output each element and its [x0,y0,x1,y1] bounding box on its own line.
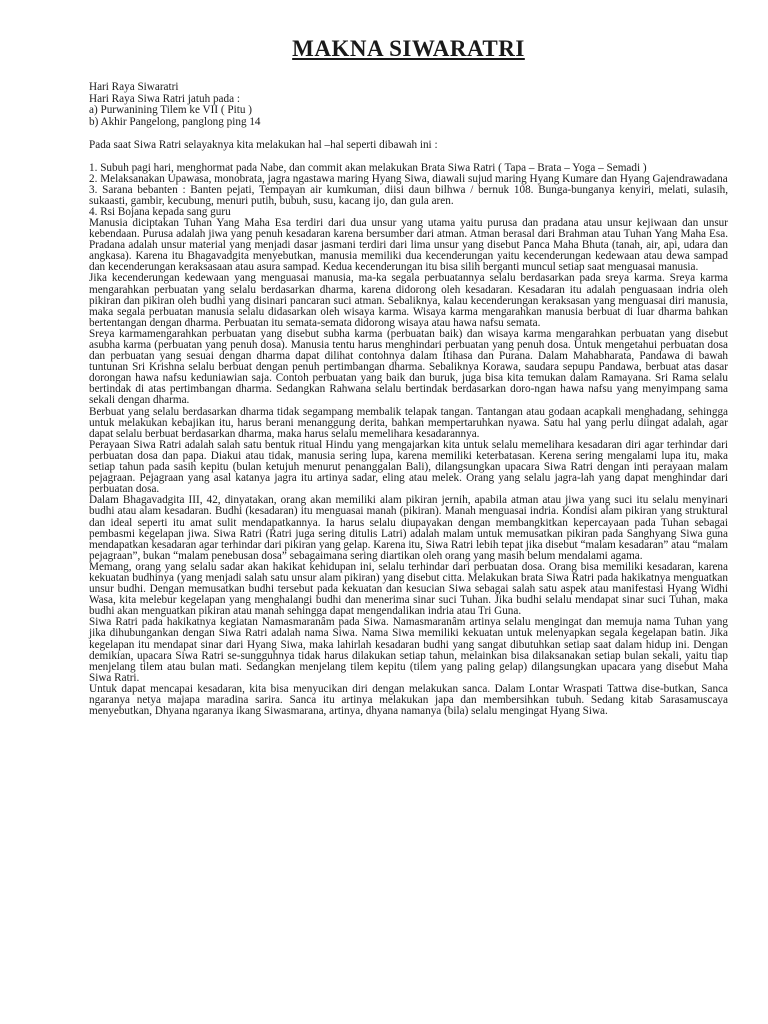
lead-sentence: Pada saat Siwa Ratri selayaknya kita melakukan hal –hal seperti dibawah ini : [89,138,438,151]
body-paragraph: Untuk dapat mencapai kesadaran, kita bisa menyucikan diri dengan melakukan sanca. Dalam Lontar Wraspati Tattwa dise-butkan, Sanca ngaranya netya majapa maradina sarira. Sanca itu artinya melakukan japa dan membersihkan tubuh. Sedang kitab Sarasamuscaya menyebutkan, Dhyana ngaranya ikang Siwasmarana, artinya, dhyana namanya (bila) selalu mengingat Hyang Siwa. [89,682,728,718]
body-paragraph: Berbuat yang selalu berdasarkan dharma tidak segampang membalik telapak tangan. Tantangan atau godaan acapkali menghadang, sehingga untuk melakukan kebajikan itu, harus berani menanggung derita, bahkan mempertaruhkan nyawa. Satu hal yang perlu diingat adalah, agar dapat selalu berbuat berdasarkan dharma, maka harus selalu memelihara kesadarannya. [89,405,728,440]
body-paragraph: Sreya karmamengarahkan perbuatan yang disebut subha karma (perbuatan baik) dan wisaya karma mengarahkan perbuatan yang disebut asubha karma (perbuatan yang penuh dosa). Manusia tentu harus menghindari perbuatan yang penuh dosa. Untuk mengetahui perbuatan dosa dan perbuatan yang sesuai dengan dharma dapat dilihat contohnya dalam Itihasa dan Purana. Dalam Mahabharata, Pandawa di bawah tuntunan Sri Krishna selalu berbuat dengan penuh pertimbangan dharma. Sebaliknya Korawa, saudara sepupu Pandawa, berbuat atas dasar dorongan hawa nafsu keduniawian saja. Contoh perbuatan yang baik dan buruk, juga bisa kita temukan dalam Ramayana. Sri Rama selalu bertindak di atas pertimbangan dharma. Sedangkan Rahwana selalu bertindak berdasarkan doro-ngan hawa nafsu yang menyimpang sama sekali dengan dharma. [89,327,728,407]
document-title: MAKNA SIWARATRI [292,36,525,61]
body-paragraph: Siwa Ratri pada hakikatnya kegiatan Namasmaranâm pada Siwa. Namasmaranâm artinya selalu mengingat dan memuja nama Tuhan yang jika dihubungankan dengan Siwa Ratri adalah nama Siwa. Nama Siwa memiliki kekuatan untuk melenyapkan segala kegelapan batin. Jika kegelapan itu mendapat sinar dari Hyang Siwa, maka lahirlah kesadaran budhi yang sangat dibutuhkan setiap saat dalam hidup ini. Dengan demikian, upacara Siwa Ratri se-sungguhnya tidak harus dilakukan setiap tahun, melainkan bisa dilaksanakan setiap bulan sekali, yaitu tiap menjelang tilem atau bulan mati. Sedangkan menjelang tilem kepitu (tilem yang paling gelap) dilangsungkan upacara yang disebut Maha Siwa Ratri. [89,616,728,684]
list-item-4: 4. Rsi Bojana kepada sang guru [89,205,231,218]
spacer [89,128,728,140]
spacer [89,151,728,163]
intro-line: Hari Raya Siwaratri [89,81,179,93]
intro-line: b) Akhir Pangelong, panglong ping 14 [89,115,261,128]
intro-line: a) Purwanining Tilem ke VII ( Pitu ) [89,104,252,116]
body-paragraph: Memang, orang yang selalu sadar akan hakikat kehidupan ini, selalu terhindar dari perbuatan dosa. Orang bisa memiliki kesadaran, karena kekuatan budhinya (yang menjadi salah satu unsur alam pikiran) yang disebut citta. Melakukan brata Siwa Ratri pada hakikatnya menguatkan unsur budhi. Dengan memusatkan budhi tersebut pada kekuatan dan kesucian Siwa sebagai salah satu aspek atau manifestasi Hyang Widhi Wasa, kita melebur kegelapan yang menghalangi budhi dan menerima sinar suci Tuhan. Jika budhi selalu mendapat sinar suci Tuhan, maka budhi akan menguatkan pikiran atau manah sehingga dapat mengendalikan indria atau Tri Guna. [89,560,728,618]
list-item-2: 2. Melaksanakan Upawasa, monobrata, jagra ngastawa maring Hyang Siwa, diawali sujud maring Hyang Kumare dan Hyang Gajendrawadana [89,172,728,185]
body-paragraph: Jika kecenderungan kedewaan yang menguasai manusia, ma-ka segala perbuatannya selalu berdasarkan pada sreya karma. Sreya karma mengarahkan perbuatan yang selalu berdasarkan dharma, karena didorong oleh kesadaran. Kesadaran itu adalah penguasaan indria oleh pikiran dan pikiran oleh budhi yang disinari pancaran suci atman. Sebaliknya, kalau kecenderungan keraksasan yang menguasai diri manusia, maka segala perbuatan manusia selalu didasarkan oleh wisaya karma. Wisaya karma mengarahkan manusia berbuat di luar dharma bahkan bertentangan dengan dharma. Perbuatan itu semata-semata didorong wisaya atau hawa nafsu semata. [89,272,728,329]
list-item-3: 3. Sarana bebanten : Banten pejati, Tempayan air kumkuman, diisi daun bilhwa / bernuk 108. Bunga-bunganya kenyiri, melati, sulasih, sukaasti, gambir, kecubung, menuri putih, bubuh, susu, kacang ijo, dan gula aren. [89,183,728,207]
body-paragraph: Dalam Bhagavadgita III, 42, dinyatakan, orang akan memiliki alam pikiran jernih, apabila atman atau jiwa yang suci itu selalu menyinari budhi atau alam kesadaran. Budhi (kesadaran) itu menguasai manah (pikiran). Manah menguasai indria. Kondisi alam pikiran yang struktural dan ideal seperti itu amat sulit mendapatkannya. Ia harus selalu diupayakan dengan membangkitkan kepercayaan pada Tuhan sebagai pembasmi kegelapan jiwa. Siwa Ratri (Ratri juga sering ditulis Latri) adalah malam untuk memusatkan pikiran pada Sanghyang Siwa guna mendapatkan kesadaran agar terhindar dari pikiran yang gelap. Karena itu, Siwa Ratri lebih tepat jika disebut “malam kesadaran” atau “malam pejagraan”, bukan “malam penebusan dosa” sebagaimana sering diartikan oleh orang yang masih belum mendalami agama. [89,494,728,562]
list-item-1: 1. Subuh pagi hari, menghormat pada Nabe, dan commit akan melakukan Brata Siwa Ratri ( Tapa – Brata – Yoga – Semadi ) [89,161,647,174]
body-paragraph: Perayaan Siwa Ratri adalah salah satu bentuk ritual Hindu yang mengajarkan kita untuk selalu memelihara kesadaran diri agar terhindar dari perbuatan dosa dan papa. Diakui atau tidak, manusia sering lupa, karena memiliki keterbatasan. Kerena sering mengalami lupa itu, maka setiap tahun pada sasih kepitu (bulan ketujuh menurut penanggalan Bali), dilangsungkan upacara Siwa Ratri dengan inti perayaan malam pejagraan. Pejagraan yang asal katanya jagra itu artinya sadar, eling atau melek. Orang yang selalu jagra-lah yang dapat menghindar dari perbuatan dosa. [89,438,728,496]
intro-line: Hari Raya Siwa Ratri jatuh pada : [89,92,240,105]
body-paragraph: Manusia diciptakan Tuhan Yang Maha Esa terdiri dari dua unsur yang utama yaitu purusa dan pradana atau unsur kejiwaan dan unsur kebendaan. Purusa adalah jiwa yang penuh kesadaran karena bersumber dari atman. Atman berasal dari Brahman atau Tuhan Yang Maha Esa. Pradana adalah unsur material yang menjadi dasar jasmani terdiri dari lima unsur yang disebut Panca Maha Bhuta (tanah, air, api, udara dan angkasa). Karena itu Bhagavadgita menyebutkan, manusia memiliki dua kecenderungan yaitu kecenderungan kedewaan atau dewa sampad dan kecenderungan keraksasaan atau asura sampad. Kedua kecenderungan itu bisa silih berganti muncul setiap saat menguasai manusia. [89,216,728,274]
